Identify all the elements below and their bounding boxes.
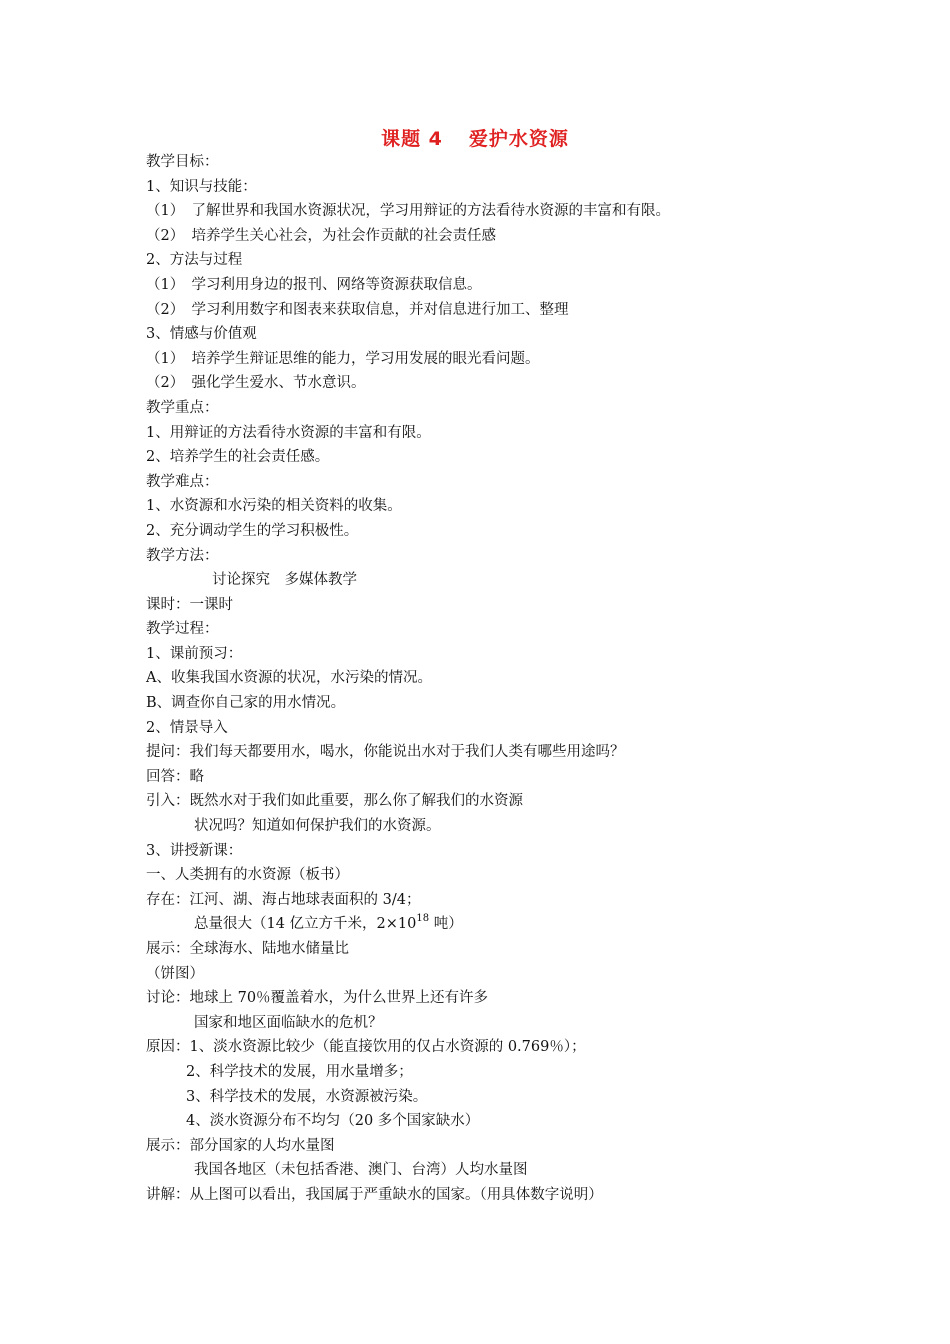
paragraph-line: 回答：略 bbox=[146, 768, 204, 785]
paragraph-line: 国家和地区面临缺水的危机？ bbox=[194, 1014, 383, 1031]
title-text: 爱护水资源 bbox=[468, 128, 569, 150]
paragraph-line: 2、培养学生的社会责任感。 bbox=[146, 449, 330, 466]
paragraph-line: （1） 学习利用身边的报刊、网络等资源获取信息。 bbox=[146, 276, 482, 293]
paragraph-line: 提问：我们每天都要用水，喝水，你能说出水对于我们人类有哪些用途吗？ bbox=[146, 744, 625, 761]
paragraph-line: 展示：全球海水、陆地水储量比 bbox=[146, 941, 349, 957]
paragraph-line: 引入：既然水对于我们如此重要，那么你了解我们的水资源 bbox=[146, 793, 523, 810]
paragraph-line: 一、人类拥有的水资源（板书） bbox=[146, 867, 349, 884]
paragraph-line: 讨论探究 多媒体教学 bbox=[212, 572, 357, 589]
total-water-unit: 吨） bbox=[429, 916, 463, 933]
paragraph-line: （饼图） bbox=[146, 965, 204, 982]
total-water-text: 总量很大（14 亿立方千米，2×10 bbox=[194, 916, 417, 933]
total-water-line bbox=[146, 912, 786, 937]
paragraph-line: 1、水资源和水污染的相关资料的收集。 bbox=[146, 498, 402, 515]
section-heading-process: 教学过程： bbox=[146, 621, 219, 638]
paragraph-line: 1、课前预习： bbox=[146, 645, 243, 662]
paragraph-line: （1） 培养学生辩证思维的能力，学习用发展的眼光看问题。 bbox=[146, 350, 540, 367]
title-number: 课题 4 bbox=[381, 128, 443, 150]
paragraph-line: 2、情景导入 bbox=[146, 719, 228, 736]
section-heading-goals: 教学目标： bbox=[146, 154, 219, 170]
section-heading-methods: 教学方法： bbox=[146, 547, 219, 564]
paragraph-line: 状况吗？知道如何保护我们的水资源。 bbox=[194, 818, 441, 835]
paragraph-line: （2） 强化学生爱水、节水意识。 bbox=[146, 375, 366, 392]
paragraph-line: 课时：一课时 bbox=[146, 596, 233, 613]
paragraph-line: 讲解：从上图可以看出，我国属于严重缺水的国家。（用具体数字说明） bbox=[146, 1186, 603, 1203]
paragraph-line: 4、淡水资源分布不均匀（20 多个国家缺水） bbox=[186, 1113, 480, 1130]
paragraph-line: 存在：江河、湖、海占地球表面积的 3/4； bbox=[146, 891, 421, 908]
paragraph-line: 3、情感与价值观 bbox=[146, 326, 257, 343]
total-water-exponent: 18 bbox=[416, 913, 430, 925]
paragraph-line: （2） 学习利用数字和图表来获取信息，并对信息进行加工、整理 bbox=[146, 301, 569, 318]
paragraph-line: 我国各地区（未包括香港、澳门、台湾）人均水量图 bbox=[194, 1162, 528, 1179]
document-title bbox=[0, 124, 950, 151]
paragraph-line: （1） 了解世界和我国水资源状况，学习用辩证的方法看待水资源的丰富和有限。 bbox=[146, 203, 670, 220]
section-heading-key-points: 教学重点： bbox=[146, 399, 219, 416]
paragraph-line: 3、科学技术的发展，水资源被污染。 bbox=[186, 1088, 428, 1105]
section-heading-difficulties: 教学难点： bbox=[146, 473, 219, 490]
paragraph-line: 2、充分调动学生的学习积极性。 bbox=[146, 522, 359, 539]
paragraph-line: 讨论：地球上 70％覆盖着水，为什么世界上还有许多 bbox=[146, 990, 489, 1007]
paragraph-line: 原因：1、淡水资源比较少（能直接饮用的仅占水资源的 0.769％）； bbox=[146, 1039, 586, 1056]
paragraph-line: （2） 培养学生关心社会，为社会作贡献的社会责任感 bbox=[146, 227, 496, 244]
paragraph-line: 2、科学技术的发展，用水量增多； bbox=[186, 1063, 413, 1080]
paragraph-line: 2、方法与过程 bbox=[146, 252, 243, 269]
paragraph-line: 1、知识与技能： bbox=[146, 178, 257, 195]
paragraph-line: B、调查你自己家的用水情况。 bbox=[146, 695, 346, 712]
paragraph-line: A、收集我国水资源的状况，水污染的情况。 bbox=[146, 670, 432, 687]
paragraph-line: 1、用辩证的方法看待水资源的丰富和有限。 bbox=[146, 424, 431, 441]
paragraph-line: 展示：部分国家的人均水量图 bbox=[146, 1137, 335, 1154]
paragraph-line: 3、讲授新课： bbox=[146, 842, 243, 859]
document-body bbox=[146, 150, 786, 1208]
